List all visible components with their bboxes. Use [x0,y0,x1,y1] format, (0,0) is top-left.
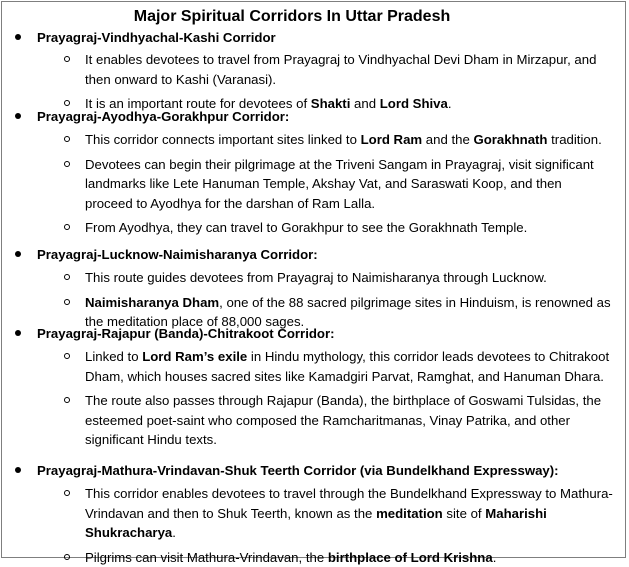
section-header [2,245,627,265]
list-item [2,268,627,288]
list-item [2,347,627,386]
point-text: . [493,550,497,565]
hollow-bullet-icon [64,56,70,62]
content-box [1,1,626,558]
point-bold-text: Lord Shiva [380,96,448,111]
list-item [2,130,627,150]
hollow-bullet-icon [64,100,70,106]
point-text: . [172,525,176,540]
point-text: From Ayodhya, they can travel to Gorakhpur to see the Gorakhnath Temple. [85,220,527,235]
point-text: This route guides devotees from Prayagraj to Naimisharanya through Lucknow. [85,270,547,285]
corridor-heading: Prayagraj-Ayodhya-Gorakhpur Corridor: [37,107,289,127]
corridor-section [2,28,627,114]
point-bold-text: meditation [376,506,443,521]
corridor-section [2,245,627,332]
hollow-bullet-icon [64,397,70,403]
point-text: . [448,96,452,111]
point-text: and the [422,132,473,147]
point-bold-text: birthplace of Lord Krishna [328,550,493,565]
point-text: Linked to [85,349,142,364]
hollow-bullet-icon [64,161,70,167]
corridor-section [2,324,627,450]
section-header [2,28,627,48]
point-text: and [350,96,379,111]
hollow-bullet-icon [64,136,70,142]
filled-bullet-icon [15,113,21,119]
point-text: , one of the 88 sacred pilgrimage sites in Hinduism, is renowned as the meditation place of 88,000 sages. [85,295,611,330]
list-item [2,218,627,238]
point-text: It is an important route for devotees of [85,96,311,111]
corridor-heading: Prayagraj-Mathura-Vrindavan-Shuk Teerth Corridor (via Bundelkhand Expressway): [37,461,559,481]
point-text: The route also passes through Rajapur (Banda), the birthplace of Goswami Tulsidas, the esteemed poet-saint who composed the Ramcharitmanas, Vinay Patrika, and other significant Hindu texts. [85,393,601,447]
section-header [2,461,627,481]
hollow-bullet-icon [64,299,70,305]
hollow-bullet-icon [64,554,70,560]
point-text: It enables devotees to travel from Prayagraj to Vindhyachal Devi Dham in Mirzapur, and then onward to Kashi (Varanasi). [85,52,596,87]
filled-bullet-icon [15,251,21,257]
hollow-bullet-icon [64,274,70,280]
filled-bullet-icon [15,330,21,336]
hollow-bullet-icon [64,490,70,496]
point-text: in Hindu mythology, this corridor leads devotees to Chitrakoot Dham, which houses sacred sites like Kamadgiri Parvat, Ramghat, and Hanuman Dhara. [85,349,609,384]
point-text: This corridor enables devotees to travel through the Bundelkhand Expressway to Mathura-Vrindavan and then to Shuk Teerth, known as the [85,486,613,521]
corridor-heading: Prayagraj-Lucknow-Naimisharanya Corridor: [37,245,318,265]
point-bold-text: Naimisharanya Dham [85,295,219,310]
section-header [2,107,627,127]
list-item [2,548,627,567]
list-item [2,50,627,89]
point-bold-text: Gorakhnath [473,132,547,147]
filled-bullet-icon [15,467,21,473]
point-text: site of [443,506,486,521]
page-title: Major Spiritual Corridors In Uttar Pradesh [2,6,582,27]
corridor-heading: Prayagraj-Vindhyachal-Kashi Corridor [37,28,276,48]
point-text: Devotees can begin their pilgrimage at the Triveni Sangam in Prayagraj, visit significant landmarks like Lete Hanuman Temple, Akshay Vat, and Saraswati Koop, and then proceed to Ayodhya for the darshan of Ram Lalla. [85,157,594,211]
hollow-bullet-icon [64,353,70,359]
point-bold-text: Maharishi Shukracharya [85,506,547,541]
corridor-heading: Prayagraj-Rajapur (Banda)-Chitrakoot Corridor: [37,324,335,344]
list-item [2,155,627,214]
point-bold-text: Shakti [311,96,351,111]
section-header [2,324,627,344]
corridor-section [2,107,627,238]
list-item [2,484,627,543]
point-text: This corridor connects important sites linked to [85,132,361,147]
point-bold-text: Lord Ram’s exile [142,349,247,364]
point-bold-text: Lord Ram [361,132,423,147]
list-item [2,391,627,450]
filled-bullet-icon [15,34,21,40]
point-text: tradition. [547,132,601,147]
point-text: Pilgrims can visit Mathura-Vrindavan, the [85,550,328,565]
hollow-bullet-icon [64,224,70,230]
corridor-section [2,461,627,567]
